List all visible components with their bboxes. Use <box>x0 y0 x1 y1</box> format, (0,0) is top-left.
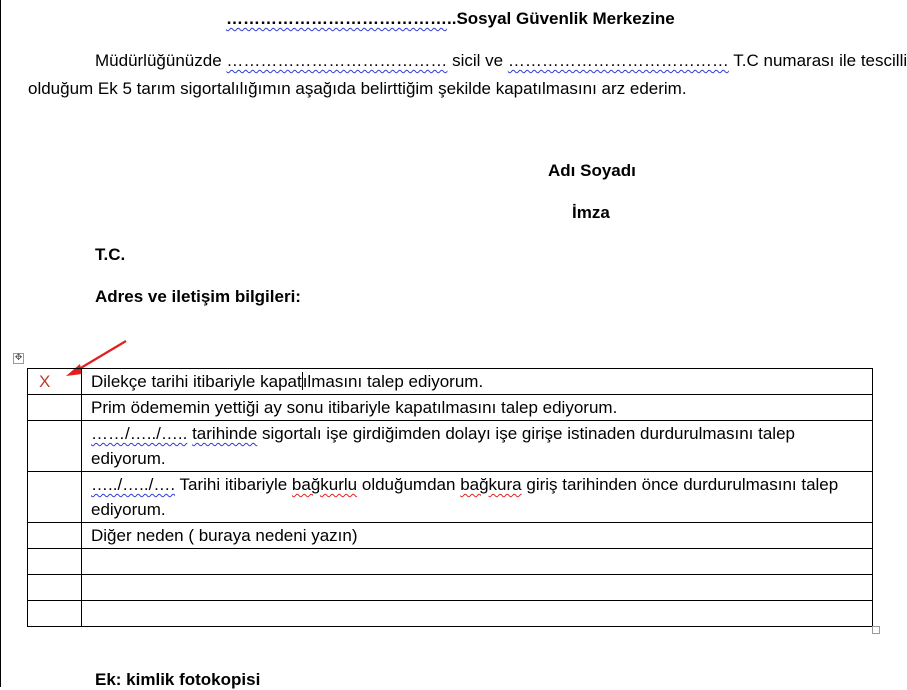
options-table <box>27 368 873 627</box>
attachment-note: Ek: kimlik fotokopisi <box>95 670 261 689</box>
checkbox-cell[interactable] <box>28 369 82 395</box>
name-label: Adı Soyadı <box>548 161 636 180</box>
option-text: Dilekçe tarihi itibariyle kapat <box>91 372 302 391</box>
option-text: giriş tarihinden önce durdurulmasını talep ediyorum. <box>91 475 839 519</box>
tc-label: T.C. <box>95 245 126 264</box>
misspelled-word: bağkura <box>460 475 522 494</box>
petition-line-2: olduğum Ek 5 tarım sigortalılığımın aşağıda belirttiğim şekilde kapatılmasını arz ederim. <box>28 79 687 98</box>
option-text-cell[interactable] <box>82 549 873 575</box>
checkbox-cell[interactable] <box>28 575 82 601</box>
move-handle-icon[interactable]: ✥ <box>14 353 23 363</box>
table-row <box>28 601 873 627</box>
table-row <box>28 395 873 421</box>
petition-line-1 <box>95 51 907 71</box>
checkbox-cell[interactable] <box>28 523 82 549</box>
signature-label: İmza <box>572 203 610 222</box>
table-row <box>28 575 873 601</box>
address-label: Adres ve iletişim bilgileri: <box>95 287 301 306</box>
petition-lead: Müdürlüğünüzde <box>95 51 222 70</box>
selected-mark: X <box>39 372 51 391</box>
table-row <box>28 369 873 395</box>
option-text-cell[interactable] <box>82 601 873 627</box>
date-blank: ……/…../….. <box>91 424 188 443</box>
table-row <box>28 472 873 523</box>
table-row <box>28 421 873 472</box>
recipient-heading <box>226 9 675 29</box>
table-row <box>28 523 873 549</box>
resize-handle-icon[interactable] <box>872 626 880 634</box>
option-text: olduğumdan <box>361 475 456 494</box>
option-text-cell[interactable]: Prim ödememin yettiği ay sonu itibariyle kapatılmasını talep ediyorum. <box>82 395 873 421</box>
recipient-blank: ………………………………… <box>226 9 447 28</box>
petition-tail: T.C numarası ile tescilli <box>733 51 907 70</box>
option-text: sigortalı işe girdiğimden dolayı işe girişe istinaden durdurulmasını talep ediyorum. <box>91 424 795 468</box>
checkbox-cell[interactable] <box>28 601 82 627</box>
option-text-cell[interactable] <box>82 575 873 601</box>
checkbox-cell[interactable] <box>28 395 82 421</box>
table-row <box>28 549 873 575</box>
tc-blank: ………………………………… <box>507 51 729 70</box>
checkbox-cell[interactable] <box>28 472 82 523</box>
date-blank: …../…../…. <box>91 475 176 494</box>
misspelled-word: bağkurlu <box>291 475 358 494</box>
option-text-cell[interactable] <box>82 472 873 523</box>
option-text-cell[interactable]: Diğer neden ( buraya nedeni yazın) <box>82 523 873 549</box>
option-text: Tarihi itibariyle <box>179 475 288 494</box>
registry-blank: ………………………………… <box>226 51 448 70</box>
page-left-edge <box>0 0 1 687</box>
recipient-title: ..Sosyal Güvenlik Merkezine <box>447 9 675 28</box>
option-text-cell[interactable] <box>82 421 873 472</box>
checkbox-cell[interactable] <box>28 421 82 472</box>
petition-mid: sicil ve <box>452 51 504 70</box>
checkbox-cell[interactable] <box>28 549 82 575</box>
option-text-cell[interactable] <box>82 369 873 395</box>
option-text-cont: ılmasını talep ediyorum. <box>302 372 484 391</box>
flagged-word: tarihinde <box>192 424 258 443</box>
